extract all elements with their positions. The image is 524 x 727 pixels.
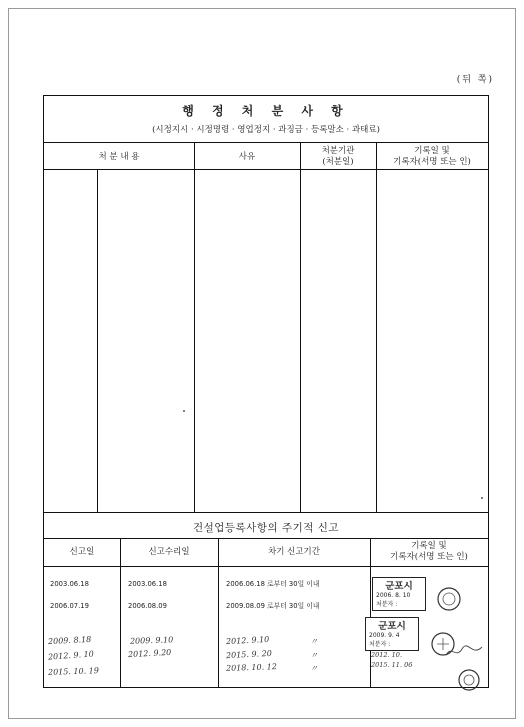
report-section-title: 건설업등록사항의 주기적 신고 (192, 522, 340, 534)
admin-section-title: 행 정 처 분 사 항 (182, 104, 350, 118)
admin-col-divider-4 (376, 142, 377, 512)
hand-row2-accept-date: 2012. 9.20 (127, 647, 172, 660)
header-record-line2: 기록자(서명 또는 인) (393, 157, 471, 167)
scan-speck (481, 497, 483, 499)
hand-row3-next-period: 2018. 10. 12 (225, 662, 278, 673)
stamp-2-signer: 처분자 : (369, 641, 391, 648)
row1-accept-date: 2003.06.18 (128, 580, 167, 588)
stamp-2-extra-date-1: 2012. 10. (371, 651, 403, 659)
row2-next-period: 2009.08.09 로부터 30일 이내 (226, 602, 320, 610)
header-record-line1: 기록일 및 (414, 146, 450, 156)
header-report-record-line2: 기록자(서명 또는 인) (390, 552, 468, 562)
hand-row2-report-date: 2012. 9. 10 (47, 649, 95, 662)
page-side-label: (뒤 쪽) (456, 75, 494, 85)
row1-report-date: 2003.06.18 (50, 580, 89, 588)
row1-next-period: 2006.06.18 로부터 30일 이내 (226, 580, 320, 588)
header-content: 처 분 내 용 (98, 152, 140, 162)
hand-row1-accept-date: 2009. 9.10 (129, 635, 174, 646)
admin-header-bottom-line (44, 169, 488, 170)
header-report-record-line1: 기록일 및 (411, 541, 447, 551)
report-col-divider-1 (120, 538, 121, 687)
report-col-divider-2 (218, 538, 219, 687)
header-reason: 사유 (238, 152, 256, 162)
header-agency-line1: 처분기관 (321, 146, 355, 156)
admin-col-divider-2 (194, 142, 195, 512)
header-agency-line2: (처분일) (322, 157, 354, 167)
stamp-1-title: 군포시 (385, 581, 413, 592)
header-report-date: 신고일 (69, 547, 95, 557)
handwritten-signature (444, 641, 484, 663)
stamp-2-extra-date-2: 2015. 11. 06 (371, 661, 413, 669)
header-next-period: 차기 신고기간 (268, 547, 320, 557)
header-accept-date: 신고수리일 (148, 547, 190, 557)
seal-circle-1 (436, 586, 462, 612)
row2-accept-date: 2006.08.09 (128, 602, 167, 610)
document-sheet (43, 95, 489, 688)
hand-row1-mark: 〃 (310, 637, 318, 646)
official-stamp-1 (372, 577, 426, 611)
hand-row2-mark: 〃 (310, 651, 318, 660)
hand-row3-mark: 〃 (310, 664, 318, 673)
hand-row1-report-date: 2009. 8.18 (47, 634, 92, 647)
scan-speck (183, 410, 185, 412)
stamp-1-signer: 처분자 : (376, 601, 398, 608)
seal-circle-3 (454, 668, 484, 692)
report-section-top-line (44, 512, 488, 513)
stamp-1-date: 2006. 8. 10 (376, 592, 411, 599)
report-header-top-line (44, 538, 488, 539)
row2-report-date: 2006.07.19 (50, 602, 89, 610)
hand-row2-next-period: 2015. 9. 20 (225, 648, 273, 661)
admin-col-divider-1 (97, 169, 98, 512)
hand-row1-next-period: 2012. 9.10 (225, 634, 270, 647)
admin-header-top-line (44, 142, 488, 143)
admin-section-subtitle: (시정지시 · 시정명령 · 영업정지 · 과징금 · 등록말소 · 과태료) (152, 125, 380, 135)
stamp-2-date: 2009. 9. 4 (369, 632, 400, 639)
official-stamp-2 (365, 617, 419, 651)
hand-row3-report-date: 2015. 10. 19 (47, 666, 100, 677)
stamp-2-title: 군포시 (378, 621, 406, 632)
admin-col-divider-3 (300, 142, 301, 512)
report-header-bottom-line (44, 566, 488, 567)
